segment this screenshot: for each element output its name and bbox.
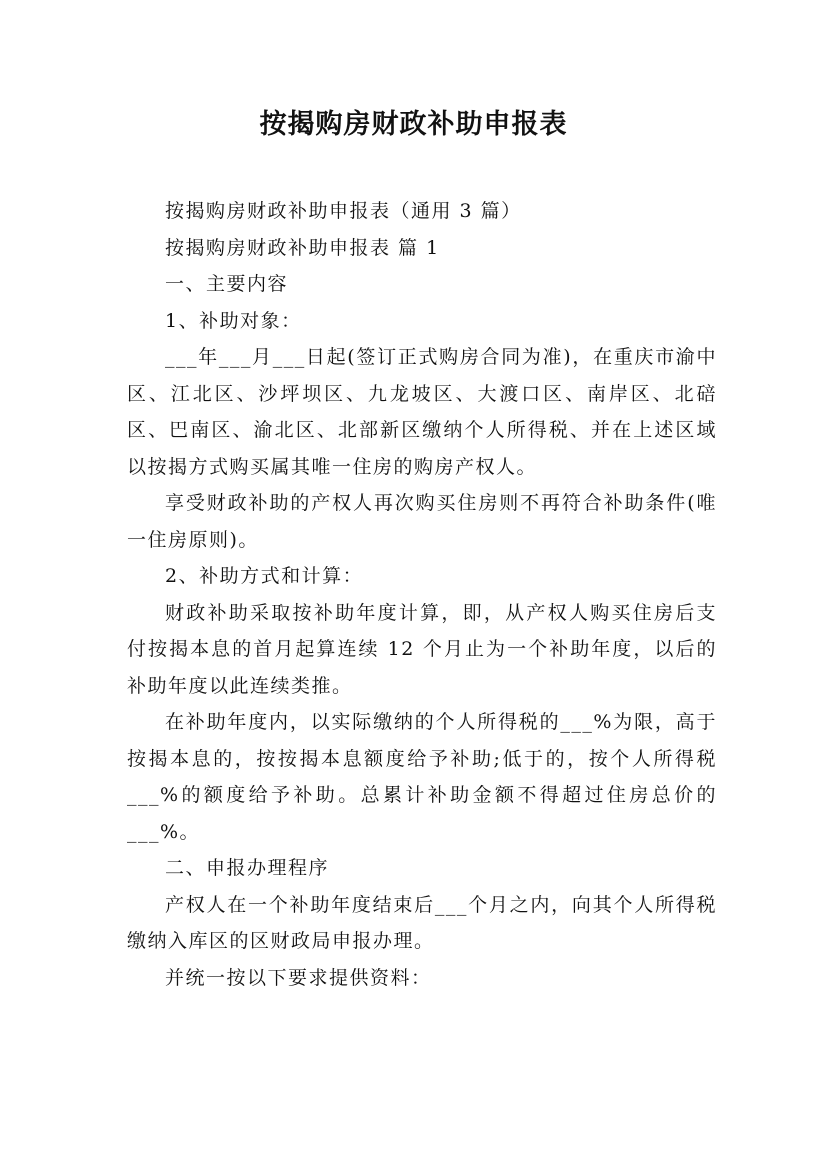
paragraph-application-heading: 二、申报办理程序 <box>165 857 330 879</box>
paragraph-subsidy-target-heading: 1、补助对象： <box>165 309 302 332</box>
paragraph-subsidy-year: 财政补助采取按补助年度计算，即，从产权人购买住房后支付按揭本息的首月起算连续 12 个月止为一个补助年度，以后的补助年度以此连续类推。 <box>127 601 717 697</box>
paragraph-application-deadline: 产权人在一个补助年度结束后___个月之内，向其个人所得税缴纳入库区的区财政局申报办理。 <box>127 893 717 952</box>
document-body <box>127 193 717 996</box>
paragraph-unique-housing-rule: 享受财政补助的产权人再次购买住房则不再符合补助条件(唯一住房原则)。 <box>127 492 717 551</box>
paragraph-subtitle: 按揭购房财政补助申报表（通用 3 篇） <box>165 200 522 222</box>
paragraph-subsidy-limit: 在补助年度内，以实际缴纳的个人所得税的___%为限，高于按揭本息的，按按揭本息额度给予补助;低于的，按个人所得税___%的额度给予补助。总累计补助金额不得超过住房总价的___%。 <box>127 711 717 843</box>
paragraph-materials-intro: 并统一按以下要求提供资料： <box>165 966 432 989</box>
paragraph-main-content-heading: 一、主要内容 <box>165 273 289 295</box>
paragraph-subsidy-target-body: ___年___月___日起(签订正式购房合同为准)，在重庆市渝中区、江北区、沙坪坝区、九龙坡区、大渡口区、南岸区、北碚区、巴南区、渝北区、北部新区缴纳个人所得税、并在上述区域以按揭方式购买属其唯一住房的购房产权人。 <box>127 346 717 478</box>
document-title: 按揭购房财政补助申报表 <box>259 109 568 140</box>
paragraph-section-heading: 按揭购房财政补助申报表 篇 1 <box>165 236 440 259</box>
paragraph-subsidy-method-heading: 2、补助方式和计算： <box>165 565 364 587</box>
